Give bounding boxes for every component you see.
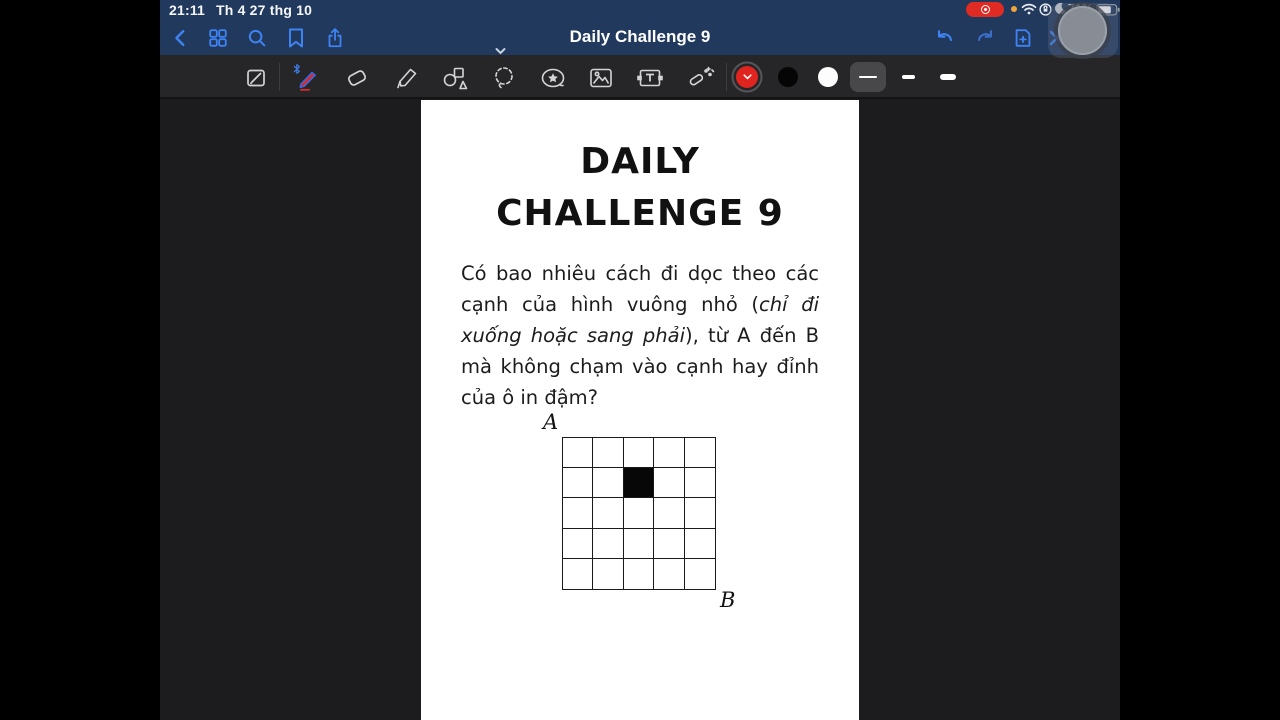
grid-cell — [685, 438, 715, 468]
document-page[interactable] — [421, 100, 859, 720]
title-chevron-down-icon — [495, 47, 506, 55]
grid-cell — [685, 468, 715, 498]
page-title-line1: DAILY — [580, 141, 700, 182]
color-swatch-white[interactable] — [818, 67, 838, 87]
grid-cell — [624, 529, 654, 559]
color-swatch-red[interactable] — [736, 66, 758, 88]
grid-cell — [624, 468, 654, 498]
grid-cell — [685, 498, 715, 528]
document-title[interactable] — [490, 27, 790, 55]
grid-cell — [593, 438, 623, 468]
shapes-tool-icon[interactable] — [437, 63, 473, 93]
stroke-width-thick[interactable] — [930, 62, 966, 92]
grid-cell — [654, 529, 684, 559]
toolbar-divider — [279, 63, 280, 91]
privacy-indicator-icon — [1011, 6, 1017, 12]
stroke-width-thin[interactable] — [850, 62, 886, 92]
grid-cell — [593, 468, 623, 498]
assistive-touch-button[interactable] — [1058, 6, 1107, 55]
grid-label-a: A — [543, 410, 559, 434]
grid-cell — [563, 529, 593, 559]
grid-label-b: B — [720, 588, 736, 612]
bookmark-button[interactable] — [283, 25, 309, 51]
grid-cell — [563, 559, 593, 589]
back-button[interactable] — [168, 25, 194, 51]
floating-overlay — [1048, 3, 1118, 58]
note-canvas[interactable] — [160, 99, 1120, 720]
grid-cell — [685, 559, 715, 589]
grid-cell — [654, 438, 684, 468]
grid-cell — [593, 529, 623, 559]
wifi-icon — [1021, 3, 1037, 15]
text-tool-icon[interactable] — [632, 63, 668, 93]
page-panel-icon[interactable] — [238, 63, 274, 93]
swatch-chevron-icon — [743, 74, 752, 80]
stroke-width-medium[interactable] — [890, 62, 926, 92]
highlighter-tool-icon[interactable] — [388, 63, 424, 93]
pen-tool-icon[interactable] — [287, 63, 323, 93]
grid-cell — [563, 468, 593, 498]
sticker-tool-icon[interactable] — [535, 63, 571, 93]
redo-button[interactable] — [972, 25, 998, 51]
drawing-toolbar — [160, 55, 1120, 99]
page-title — [421, 136, 859, 240]
undo-button[interactable] — [932, 25, 958, 51]
add-page-button[interactable] — [1010, 25, 1036, 51]
grid-cell — [654, 468, 684, 498]
grid-cell — [593, 559, 623, 589]
grid-cell — [685, 529, 715, 559]
top-bar — [160, 0, 1120, 55]
eraser-tool-icon[interactable] — [339, 63, 375, 93]
share-button[interactable] — [322, 25, 348, 51]
problem-italic-phrase: chỉ đi xuống hoặc sang phải — [461, 293, 819, 347]
screen-recording-pill-icon[interactable] — [966, 2, 1004, 17]
record-icon — [981, 5, 990, 14]
puzzle-grid — [562, 437, 716, 590]
status-date: Th 4 27 thg 10 — [216, 2, 313, 18]
grid-cell — [563, 498, 593, 528]
problem-statement: Có bao nhiêu cách đi dọc theo các cạnh của hình vuông nhỏ (chỉ đi xuống hoặc sang phải), từ A đến B mà không chạm vào cạnh hay đỉnh của ô in đậm? — [461, 262, 819, 409]
app-window — [160, 0, 1120, 720]
page-grid-button[interactable] — [205, 25, 231, 51]
grid-cell — [654, 498, 684, 528]
search-button[interactable] — [244, 25, 270, 51]
grid-cell — [563, 438, 593, 468]
color-swatch-black[interactable] — [778, 67, 798, 87]
grid-cell — [593, 498, 623, 528]
laser-tool-icon[interactable] — [682, 63, 718, 93]
page-title-line2: CHALLENGE 9 — [496, 193, 784, 234]
grid-cell — [654, 559, 684, 589]
toolbar-divider — [726, 63, 727, 91]
grid-cell — [624, 559, 654, 589]
grid-cell — [624, 438, 654, 468]
document-title-text: Daily Challenge 9 — [569, 27, 711, 46]
image-tool-icon[interactable] — [583, 63, 619, 93]
grid-cell — [624, 498, 654, 528]
status-time: 21:11 — [169, 2, 206, 18]
lasso-tool-icon[interactable] — [486, 63, 522, 93]
